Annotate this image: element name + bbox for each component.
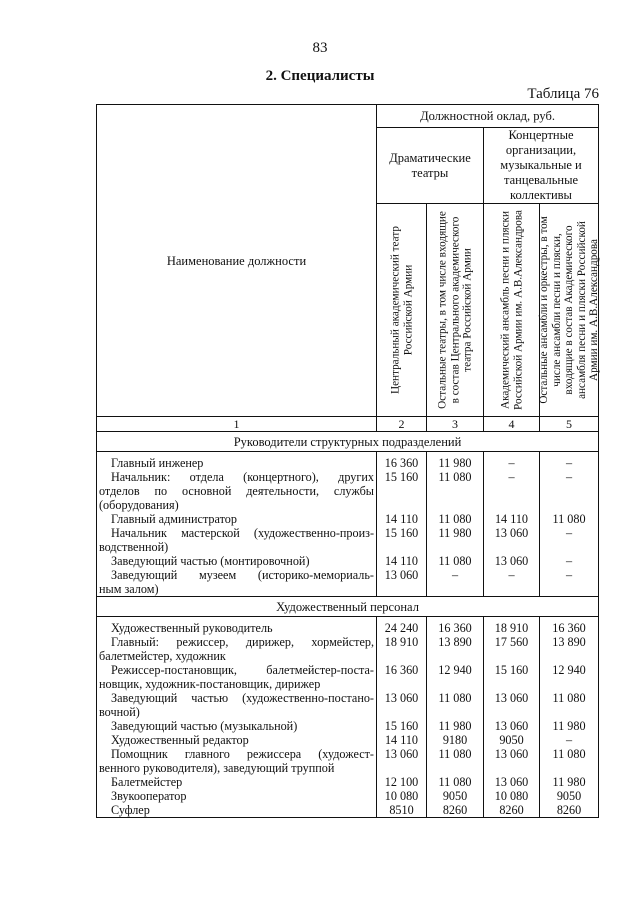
table-row — [97, 512, 599, 526]
salary-value: 12 940 — [427, 663, 484, 691]
position-name-line: Заведующий музеем (историко-мемориаль- — [111, 568, 374, 582]
salary-value: 9050 — [540, 789, 599, 803]
salary-value: 10 080 — [484, 789, 540, 803]
table-row — [97, 568, 599, 597]
header-num-4: 4 — [484, 417, 540, 432]
salary-value: – — [540, 526, 599, 554]
salary-value: 11 980 — [540, 719, 599, 733]
salary-value: 13 060 — [484, 719, 540, 733]
salary-value: 11 980 — [540, 775, 599, 789]
salary-value: 13 060 — [484, 747, 540, 775]
position-name-line: Главный администратор — [111, 512, 237, 526]
salary-value: 14 110 — [484, 512, 540, 526]
salary-value: 13 890 — [540, 635, 599, 663]
header-col-central-theatre: Центральный академический театр Российской Армии — [377, 204, 427, 417]
position-name — [97, 803, 377, 818]
header-salary: Должностной оклад, руб. — [377, 105, 599, 128]
salary-value: 16 360 — [427, 621, 484, 635]
salary-value: – — [540, 456, 599, 470]
salary-value: 13 060 — [484, 554, 540, 568]
section-header: Художественный персонал — [97, 597, 599, 617]
header-num-2: 2 — [377, 417, 427, 432]
table-row — [97, 775, 599, 789]
position-name — [97, 568, 377, 597]
position-name-line: венного руководителя), заведующий труппой — [99, 761, 335, 775]
salary-value: 17 560 — [484, 635, 540, 663]
header-col-other-ensembles: Остальные ансамбли и оркестры, в том числе ансамбли песни и пляски, входящие в состав Академического ансамбля песни и пляски Российской Армии им. А.В.Александрова — [540, 204, 599, 417]
position-name-line: Заведующий частью (художественно-постано- — [111, 691, 374, 705]
position-name-line: отделов по основной деятельности, службы — [99, 484, 374, 498]
header-num-5: 5 — [540, 417, 599, 432]
position-name — [97, 691, 377, 719]
salary-value: 13 060 — [484, 691, 540, 719]
salary-value: 11 080 — [427, 775, 484, 789]
salary-value: 16 360 — [540, 621, 599, 635]
page-number: 83 — [312, 40, 328, 56]
position-name-line: Начальник: отдела (концертного), других — [111, 470, 374, 484]
salary-value: 9050 — [484, 733, 540, 747]
salary-value: 18 910 — [484, 621, 540, 635]
position-name-line: Заведующий частью (музыкальной) — [111, 719, 298, 733]
table-label: Таблица 76 — [527, 86, 599, 102]
position-name — [97, 719, 377, 733]
salary-value: 11 080 — [427, 512, 484, 526]
salary-value: 15 160 — [377, 526, 427, 554]
salary-value: 11 080 — [540, 691, 599, 719]
section-title: 2. Специалисты — [265, 68, 375, 84]
salary-value: 13 890 — [427, 635, 484, 663]
salary-value: 9180 — [427, 733, 484, 747]
salary-value: 11 980 — [427, 456, 484, 470]
salary-value: – — [540, 568, 599, 597]
position-name-line: Главный инженер — [111, 456, 204, 470]
position-name-line: Главный: режиссер, дирижер, хормейстер, — [111, 635, 374, 649]
salary-value: 15 160 — [377, 470, 427, 512]
salary-value: 11 080 — [427, 470, 484, 512]
salary-value: 12 100 — [377, 775, 427, 789]
salary-value: 11 980 — [427, 526, 484, 554]
header-col-other-theatres: Остальные театры, в том числе входящие в состав Центрального академического театра Российской Армии — [427, 204, 484, 417]
position-name — [97, 663, 377, 691]
salary-value: 14 110 — [377, 554, 427, 568]
position-name-line: Звукооператор — [111, 789, 187, 803]
table-row — [97, 470, 599, 512]
table-row — [97, 691, 599, 719]
position-name — [97, 554, 377, 568]
salary-value: 11 080 — [540, 747, 599, 775]
table-row — [97, 554, 599, 568]
table-row — [97, 526, 599, 554]
position-name-line: Балетмейстер — [111, 775, 183, 789]
salary-value: 13 060 — [484, 526, 540, 554]
salary-value: – — [484, 568, 540, 597]
salary-value: – — [484, 470, 540, 512]
salary-value: 11 080 — [427, 554, 484, 568]
position-name-line: Режиссер-постановщик, балетмейстер-поста- — [111, 663, 374, 677]
header-concert-organizations: Концертные организации, музыкальные и танцевальные коллективы — [484, 128, 599, 204]
table-row — [97, 747, 599, 775]
position-name-line: Художественный редактор — [111, 733, 249, 747]
table-row — [97, 621, 599, 635]
header-position-name: Наименование должности — [97, 105, 377, 417]
salary-value: 15 160 — [377, 719, 427, 733]
salary-value: 13 060 — [484, 775, 540, 789]
salary-value: 16 360 — [377, 456, 427, 470]
salary-table — [96, 104, 599, 818]
salary-value: – — [540, 554, 599, 568]
position-name — [97, 747, 377, 775]
position-name-line: (оборудования) — [99, 498, 179, 512]
table-row — [97, 635, 599, 663]
position-name — [97, 456, 377, 470]
table-row — [97, 663, 599, 691]
table-row — [97, 803, 599, 818]
section-header: Руководители структурных подразделений — [97, 432, 599, 452]
position-name — [97, 775, 377, 789]
position-name-line: Начальник мастерской (художественно-произ- — [111, 526, 374, 540]
table-row — [97, 456, 599, 470]
position-name — [97, 635, 377, 663]
salary-value: 13 060 — [377, 747, 427, 775]
table-row — [97, 789, 599, 803]
salary-value: – — [484, 456, 540, 470]
position-name-line: ным залом) — [99, 582, 159, 596]
position-name — [97, 789, 377, 803]
salary-value: – — [540, 470, 599, 512]
header-drama-theatres: Драматические театры — [377, 128, 484, 204]
salary-value: 8510 — [377, 803, 427, 818]
salary-value: 8260 — [427, 803, 484, 818]
salary-value: 12 940 — [540, 663, 599, 691]
salary-value: 24 240 — [377, 621, 427, 635]
position-name-line: новщик, художник-постановщик, дирижер — [99, 677, 321, 691]
table-row — [97, 719, 599, 733]
header-num-1: 1 — [97, 417, 377, 432]
salary-value: 10 080 — [377, 789, 427, 803]
position-name-line: Суфлер — [111, 803, 150, 817]
salary-value: 11 080 — [427, 747, 484, 775]
salary-value: 9050 — [427, 789, 484, 803]
salary-value: 8260 — [540, 803, 599, 818]
position-name-line: водственной) — [99, 540, 169, 554]
position-name-line: вочной) — [99, 705, 140, 719]
header-num-3: 3 — [427, 417, 484, 432]
salary-value: 15 160 — [484, 663, 540, 691]
salary-value: 11 080 — [540, 512, 599, 526]
header-col-academic-ensemble: Академический ансамбль песни и пляски Российской Армии им. А.В.Александрова — [484, 204, 540, 417]
position-name — [97, 526, 377, 554]
salary-value: – — [540, 733, 599, 747]
salary-value: 11 980 — [427, 719, 484, 733]
salary-value: 14 110 — [377, 512, 427, 526]
salary-value: 13 060 — [377, 691, 427, 719]
position-name — [97, 621, 377, 635]
salary-value: 8260 — [484, 803, 540, 818]
salary-value: – — [427, 568, 484, 597]
salary-value: 11 080 — [427, 691, 484, 719]
position-name — [97, 470, 377, 512]
position-name-line: Помощник главного режиссера (художест- — [111, 747, 374, 761]
position-name — [97, 512, 377, 526]
position-name-line: балетмейстер, художник — [99, 649, 226, 663]
salary-value: 18 910 — [377, 635, 427, 663]
salary-value: 16 360 — [377, 663, 427, 691]
position-name-line: Заведующий частью (монтировочной) — [111, 554, 310, 568]
position-name-line: Художественный руководитель — [111, 621, 273, 635]
salary-value: 14 110 — [377, 733, 427, 747]
position-name — [97, 733, 377, 747]
table-row — [97, 733, 599, 747]
salary-value: 13 060 — [377, 568, 427, 597]
